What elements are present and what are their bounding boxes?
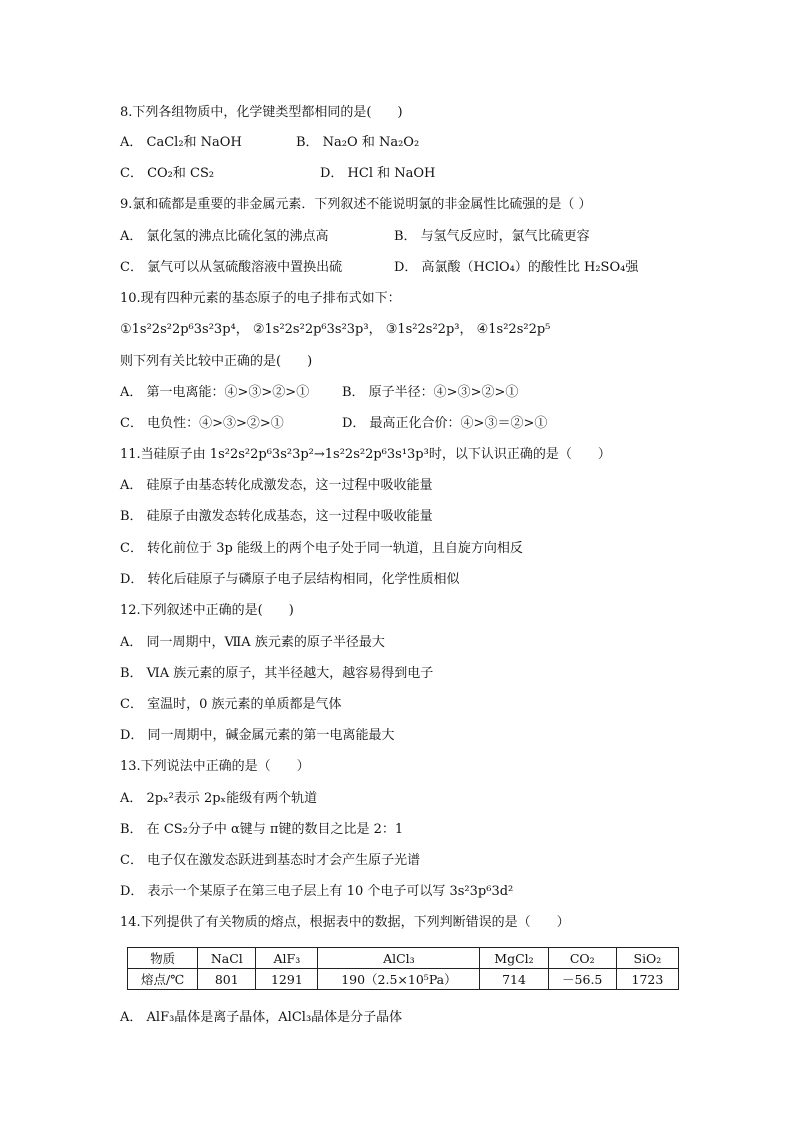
question-14-stem: 14.下列提供了有关物质的熔点，根据表中的数据，下列判断错误的是（ ） xyxy=(120,915,570,930)
question-8-stem: 8.下列各组物质中，化学键类型都相同的是( ) xyxy=(120,105,403,120)
option-d: D． 转化后硅原子与磷原子电子层结构相同，化学性质相似 xyxy=(120,572,460,587)
melting-point-table xyxy=(127,947,679,990)
option-a: A． 2pₓ²表示 2pₓ能级有两个轨道 xyxy=(120,791,318,806)
table-cell: CO₂ xyxy=(548,948,616,969)
option-a: A． 同一周期中，ⅦA 族元素的原子半径最大 xyxy=(120,635,385,650)
option-d: D． HCl 和 NaOH xyxy=(320,166,436,181)
table-cell: MgCl₂ xyxy=(480,948,548,969)
table-cell: 801 xyxy=(198,969,256,990)
table-cell: SiO₂ xyxy=(616,948,678,969)
option-c: C． 电负性：④>③>②>① xyxy=(120,416,284,431)
option-d: D． 同一周期中，碱金属元素的第一电离能最大 xyxy=(120,728,395,743)
question-12-stem: 12.下列叙述中正确的是( ) xyxy=(120,603,294,618)
option-a: A． CaCl₂和 NaOH xyxy=(120,135,242,150)
table-cell: 1723 xyxy=(616,969,678,990)
question-10-ask: 则下列有关比较中正确的是( ) xyxy=(120,354,313,369)
option-b: B． 硅原子由激发态转化成基态，这一过程中吸收能量 xyxy=(120,509,433,524)
question-11-stem: 11.当硅原子由 1s²2s²2p⁶3s²3p²→1s²2s²2p⁶3s¹3p³时，以下认识正确的是（ ） xyxy=(120,447,611,462)
table-header-row xyxy=(128,948,679,969)
table-cell: 714 xyxy=(480,969,548,990)
option-a: A． AlF₃晶体是离子晶体，AlCl₃晶体是分子晶体 xyxy=(120,1010,403,1025)
option-d: D． 高氯酸（HClO₄）的酸性比 H₂SO₄强 xyxy=(394,260,639,275)
table-cell: －56.5 xyxy=(548,969,616,990)
option-c: C． 电子仅在激发态跃进到基态时才会产生原子光谱 xyxy=(120,853,421,868)
table-row xyxy=(128,969,679,990)
question-9-stem: 9.氯和硫都是重要的非金属元素．下列叙述不能说明氯的非金属性比硫强的是（ ） xyxy=(120,197,592,212)
table-cell: 1291 xyxy=(256,969,318,990)
table-cell: AlF₃ xyxy=(256,948,318,969)
option-d: D． 表示一个某原子在第三电子层上有 10 个电子可以写 3s²3p⁶3d² xyxy=(120,884,514,899)
question-10-configs: ①1s²2s²2p⁶3s²3p⁴， ②1s²2s²2p⁶3s²3p³， ③1s²2s²2p³， ④1s²2s²2p⁵ xyxy=(120,322,551,337)
option-c: C． CO₂和 CS₂ xyxy=(120,166,215,181)
option-c: C． 室温时，0 族元素的单质都是气体 xyxy=(120,697,342,712)
table-cell: 物质 xyxy=(128,948,198,969)
option-b: B． Na₂O 和 Na₂O₂ xyxy=(296,135,420,150)
question-10-stem: 10.现有四种元素的基态原子的电子排布式如下： xyxy=(120,291,401,306)
question-13-stem: 13.下列说法中正确的是（ ） xyxy=(120,759,310,774)
option-a: A． 硅原子由基态转化成激发态，这一过程中吸收能量 xyxy=(120,478,433,493)
table-cell: 190（2.5×10⁵Pa） xyxy=(318,969,480,990)
option-d: D． 最高正化合价：④>③＝②>① xyxy=(342,416,548,431)
option-a: A． 氯化氢的沸点比硫化氢的沸点高 xyxy=(120,229,329,244)
option-c: C． 氯气可以从氢硫酸溶液中置换出硫 xyxy=(120,260,343,275)
table-cell: NaCl xyxy=(198,948,256,969)
option-a: A． 第一电离能：④>③>②>① xyxy=(120,385,310,400)
option-b: B． 原子半径：④>③>②>① xyxy=(342,385,519,400)
option-b: B． 在 CS₂分子中 α键与 π键的数目之比是 2：1 xyxy=(120,822,404,837)
table-cell: 熔点/℃ xyxy=(128,969,198,990)
table-cell: AlCl₃ xyxy=(318,948,480,969)
option-c: C． 转化前位于 3p 能级上的两个电子处于同一轨道，且自旋方向相反 xyxy=(120,541,523,556)
option-b: B． ⅥA 族元素的原子，其半径越大，越容易得到电子 xyxy=(120,666,434,681)
option-b: B． 与氢气反应时，氯气比硫更容 xyxy=(394,229,590,244)
